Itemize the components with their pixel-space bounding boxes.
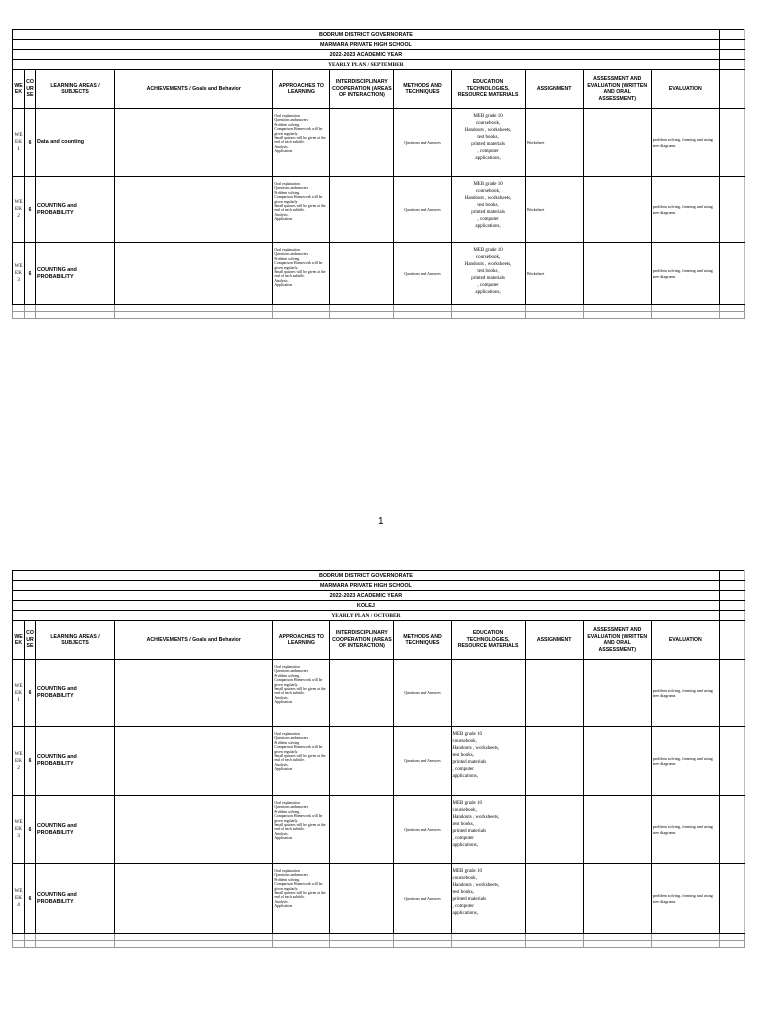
methods-cell: Questions and Answers bbox=[394, 109, 451, 177]
methods-cell: Questions and Answers bbox=[394, 727, 451, 796]
table-row bbox=[13, 864, 745, 934]
achievements-cell bbox=[115, 109, 273, 177]
col-evaluation: EVALUATION bbox=[651, 70, 719, 109]
page-number: 1 bbox=[378, 516, 384, 527]
assessment-cell bbox=[583, 660, 651, 727]
assessment-cell bbox=[583, 727, 651, 796]
subject-cell: COUNTING and PROBABILITY bbox=[36, 727, 115, 796]
col-methods: METHODS AND TECHNIQUES bbox=[394, 70, 451, 109]
col-assessment: ASSESSMENT AND EVALUATION (WRITTEN AND ORAL ASSESSMENT) bbox=[583, 70, 651, 109]
week-cell: WE EK 1 bbox=[13, 109, 25, 177]
methods-cell: Questions and Answers bbox=[394, 864, 451, 934]
col-course: CO UR SE bbox=[25, 621, 36, 660]
subject-cell: COUNTING and PROBABILITY bbox=[36, 660, 115, 727]
resources-cell: MEB grade 10 coursebook, Handouts , worksheets, test books, printed materials , computer applications, bbox=[451, 177, 525, 243]
col-learning-areas: LEARNING AREAS / SUBJECTS bbox=[36, 621, 115, 660]
governorate-header: BODRUM DISTRICT GOVERNORATE bbox=[13, 571, 720, 581]
table-row bbox=[13, 109, 745, 177]
resources-cell: MEB grade 10 coursebook, Handouts , worksheets, test books, printed materials , computer applications, bbox=[451, 109, 525, 177]
assignment-cell bbox=[525, 660, 583, 727]
methods-cell: Questions and Answers bbox=[394, 177, 451, 243]
resources-cell: MEB grade 10 coursebook, Handouts , worksheets, test books, printed materials , computer applications, bbox=[451, 796, 525, 864]
methods-cell: Questions and Answers bbox=[394, 660, 451, 727]
col-approaches: APPROACHES TO LEARNING bbox=[273, 621, 330, 660]
plan-title: YEARLY PLAN / SEPTEMBER bbox=[13, 60, 720, 70]
yearly-plan-october-table bbox=[12, 570, 745, 948]
assessment-cell bbox=[583, 109, 651, 177]
evaluation-cell: problem solving, forming and using tree diagrams bbox=[651, 796, 719, 864]
academic-year-header: 2022-2023 ACADEMIC YEAR bbox=[13, 591, 720, 601]
week-cell: WE EK 3 bbox=[13, 796, 25, 864]
assignment-cell bbox=[525, 727, 583, 796]
table-row bbox=[13, 177, 745, 243]
assignment-cell bbox=[525, 796, 583, 864]
col-course: CO UR SE bbox=[25, 70, 36, 109]
methods-cell: Questions and Answers bbox=[394, 796, 451, 864]
col-week: WE EK bbox=[13, 621, 25, 660]
subject-cell: COUNTING and PROBABILITY bbox=[36, 177, 115, 243]
school-header: MARMARA PRIVATE HIGH SCHOOL bbox=[13, 581, 720, 591]
table-row bbox=[13, 796, 745, 864]
plan-title: YEARLY PLAN / OCTOBER bbox=[13, 611, 720, 621]
governorate-header: BODRUM DISTRICT GOVERNORATE bbox=[13, 30, 720, 40]
course-hours-cell: 6 bbox=[25, 660, 36, 727]
interdisciplinary-cell bbox=[330, 796, 394, 864]
col-achievements: ACHIEVEMENTS / Goals and Behavior bbox=[115, 70, 273, 109]
achievements-cell bbox=[115, 727, 273, 796]
course-hours-cell: 6 bbox=[25, 864, 36, 934]
resources-cell bbox=[451, 660, 525, 727]
resources-cell: MEB grade 10 coursebook, Handouts , worksheets, test books, printed materials , computer applications, bbox=[451, 864, 525, 934]
interdisciplinary-cell bbox=[330, 243, 394, 305]
assignment-cell: Worksheet bbox=[525, 177, 583, 243]
course-hours-cell: 6 bbox=[25, 727, 36, 796]
achievements-cell bbox=[115, 660, 273, 727]
course-hours-cell: 6 bbox=[25, 109, 36, 177]
subject-cell: COUNTING and PROBABILITY bbox=[36, 796, 115, 864]
col-interdisciplinary: INTERDISCIPLINARY COOPERATION (AREAS OF INTERACTION) bbox=[330, 70, 394, 109]
subject-cell: Data and counting bbox=[36, 109, 115, 177]
approaches-cell: Oral explanation Questions andanswers Problem solving Comparison Homework will be given regularly. Small quizzes will be given at the end of each subtitle. Analysis. Application bbox=[273, 660, 330, 727]
evaluation-cell: problem solving, forming and using tree diagrams bbox=[651, 243, 719, 305]
col-education: EDUCATION TECHNOLOGIES, RESOURCE MATERIALS bbox=[451, 621, 525, 660]
table-row bbox=[13, 243, 745, 305]
evaluation-cell: problem solving, forming and using tree diagrams bbox=[651, 727, 719, 796]
week-cell: WE EK 3 bbox=[13, 243, 25, 305]
col-approaches: APPROACHES TO LEARNING bbox=[273, 70, 330, 109]
approaches-cell: Oral explanation Questions andanswers Problem solving Comparison Homework will be given regularly. Small quizzes will be given at the end of each subtitle. Analysis. Application bbox=[273, 727, 330, 796]
table-row bbox=[13, 660, 745, 727]
yearly-plan-september-table bbox=[12, 29, 745, 319]
interdisciplinary-cell bbox=[330, 864, 394, 934]
approaches-cell: Oral explanation Questions andanswers Problem solving Comparison Homework will be given regularly. Small quizzes will be given at the end of each subtitle. Analysis. Application bbox=[273, 796, 330, 864]
assessment-cell bbox=[583, 243, 651, 305]
assessment-cell bbox=[583, 177, 651, 243]
assignment-cell: Worksheet bbox=[525, 109, 583, 177]
class-name-header: KOLEJ bbox=[13, 601, 720, 611]
approaches-cell: Oral explanation Questions andanswers Problem solving Comparison Homework will be given regularly. Small quizzes will be given at the end of each subtitle. Analysis. Application bbox=[273, 243, 330, 305]
assessment-cell bbox=[583, 796, 651, 864]
approaches-cell: Oral explanation Questions andanswers Problem solving Comparison Homework will be given regularly. Small quizzes will be given at the end of each subtitle. Analysis. Application bbox=[273, 109, 330, 177]
table-row bbox=[13, 727, 745, 796]
col-learning-areas: LEARNING AREAS / SUBJECTS bbox=[36, 70, 115, 109]
school-header: MARMARA PRIVATE HIGH SCHOOL bbox=[13, 40, 720, 50]
col-evaluation: EVALUATION bbox=[651, 621, 719, 660]
resources-cell: MEB grade 10 coursebook, Handouts , worksheets, test books, printed materials , computer applications, bbox=[451, 243, 525, 305]
week-cell: WE EK 1 bbox=[13, 660, 25, 727]
assignment-cell bbox=[525, 864, 583, 934]
evaluation-cell: problem solving, forming and using tree diagrams bbox=[651, 660, 719, 727]
interdisciplinary-cell bbox=[330, 727, 394, 796]
col-assignment: ASSIGNMENT bbox=[525, 621, 583, 660]
methods-cell: Questions and Answers bbox=[394, 243, 451, 305]
course-hours-cell: 6 bbox=[25, 177, 36, 243]
assignment-cell: Worksheet bbox=[525, 243, 583, 305]
assessment-cell bbox=[583, 864, 651, 934]
week-cell: WE EK 2 bbox=[13, 177, 25, 243]
col-methods: METHODS AND TECHNIQUES bbox=[394, 621, 451, 660]
achievements-cell bbox=[115, 864, 273, 934]
evaluation-cell: problem solving, forming and using tree diagrams bbox=[651, 864, 719, 934]
interdisciplinary-cell bbox=[330, 660, 394, 727]
approaches-cell: Oral explanation Questions andanswers Problem solving Comparison Homework will be given regularly. Small quizzes will be given at the end of each subtitle. Analysis. Application bbox=[273, 864, 330, 934]
col-interdisciplinary: INTERDISCIPLINARY COOPERATION (AREAS OF INTERACTION) bbox=[330, 621, 394, 660]
interdisciplinary-cell bbox=[330, 177, 394, 243]
evaluation-cell: problem solving, forming and using tree diagrams bbox=[651, 177, 719, 243]
course-hours-cell: 6 bbox=[25, 796, 36, 864]
subject-cell: COUNTING and PROBABILITY bbox=[36, 243, 115, 305]
achievements-cell bbox=[115, 177, 273, 243]
academic-year-header: 2022-2023 ACADEMIC YEAR bbox=[13, 50, 720, 60]
approaches-cell: Oral explanation Questions andanswers Problem solving Comparison Homework will be given regularly. Small quizzes will be given at the end of each subtitle. Analysis. Application bbox=[273, 177, 330, 243]
subject-cell: COUNTING and PROBABILITY bbox=[36, 864, 115, 934]
evaluation-cell: problem solving, forming and using tree diagrams bbox=[651, 109, 719, 177]
achievements-cell bbox=[115, 796, 273, 864]
course-hours-cell: 6 bbox=[25, 243, 36, 305]
col-assessment: ASSESSMENT AND EVALUATION (WRITTEN AND ORAL ASSESSMENT) bbox=[583, 621, 651, 660]
col-education: EDUCATION TECHNOLOGIES, RESOURCE MATERIALS bbox=[451, 70, 525, 109]
week-cell: WE EK 4 bbox=[13, 864, 25, 934]
col-assignment: ASSIGNMENT bbox=[525, 70, 583, 109]
col-achievements: ACHIEVEMENTS / Goals and Behavior bbox=[115, 621, 273, 660]
col-week: WE EK bbox=[13, 70, 25, 109]
resources-cell: MEB grade 10 coursebook, Handouts , worksheets, test books, printed materials , computer applications, bbox=[451, 727, 525, 796]
week-cell: WE EK 2 bbox=[13, 727, 25, 796]
achievements-cell bbox=[115, 243, 273, 305]
interdisciplinary-cell bbox=[330, 109, 394, 177]
